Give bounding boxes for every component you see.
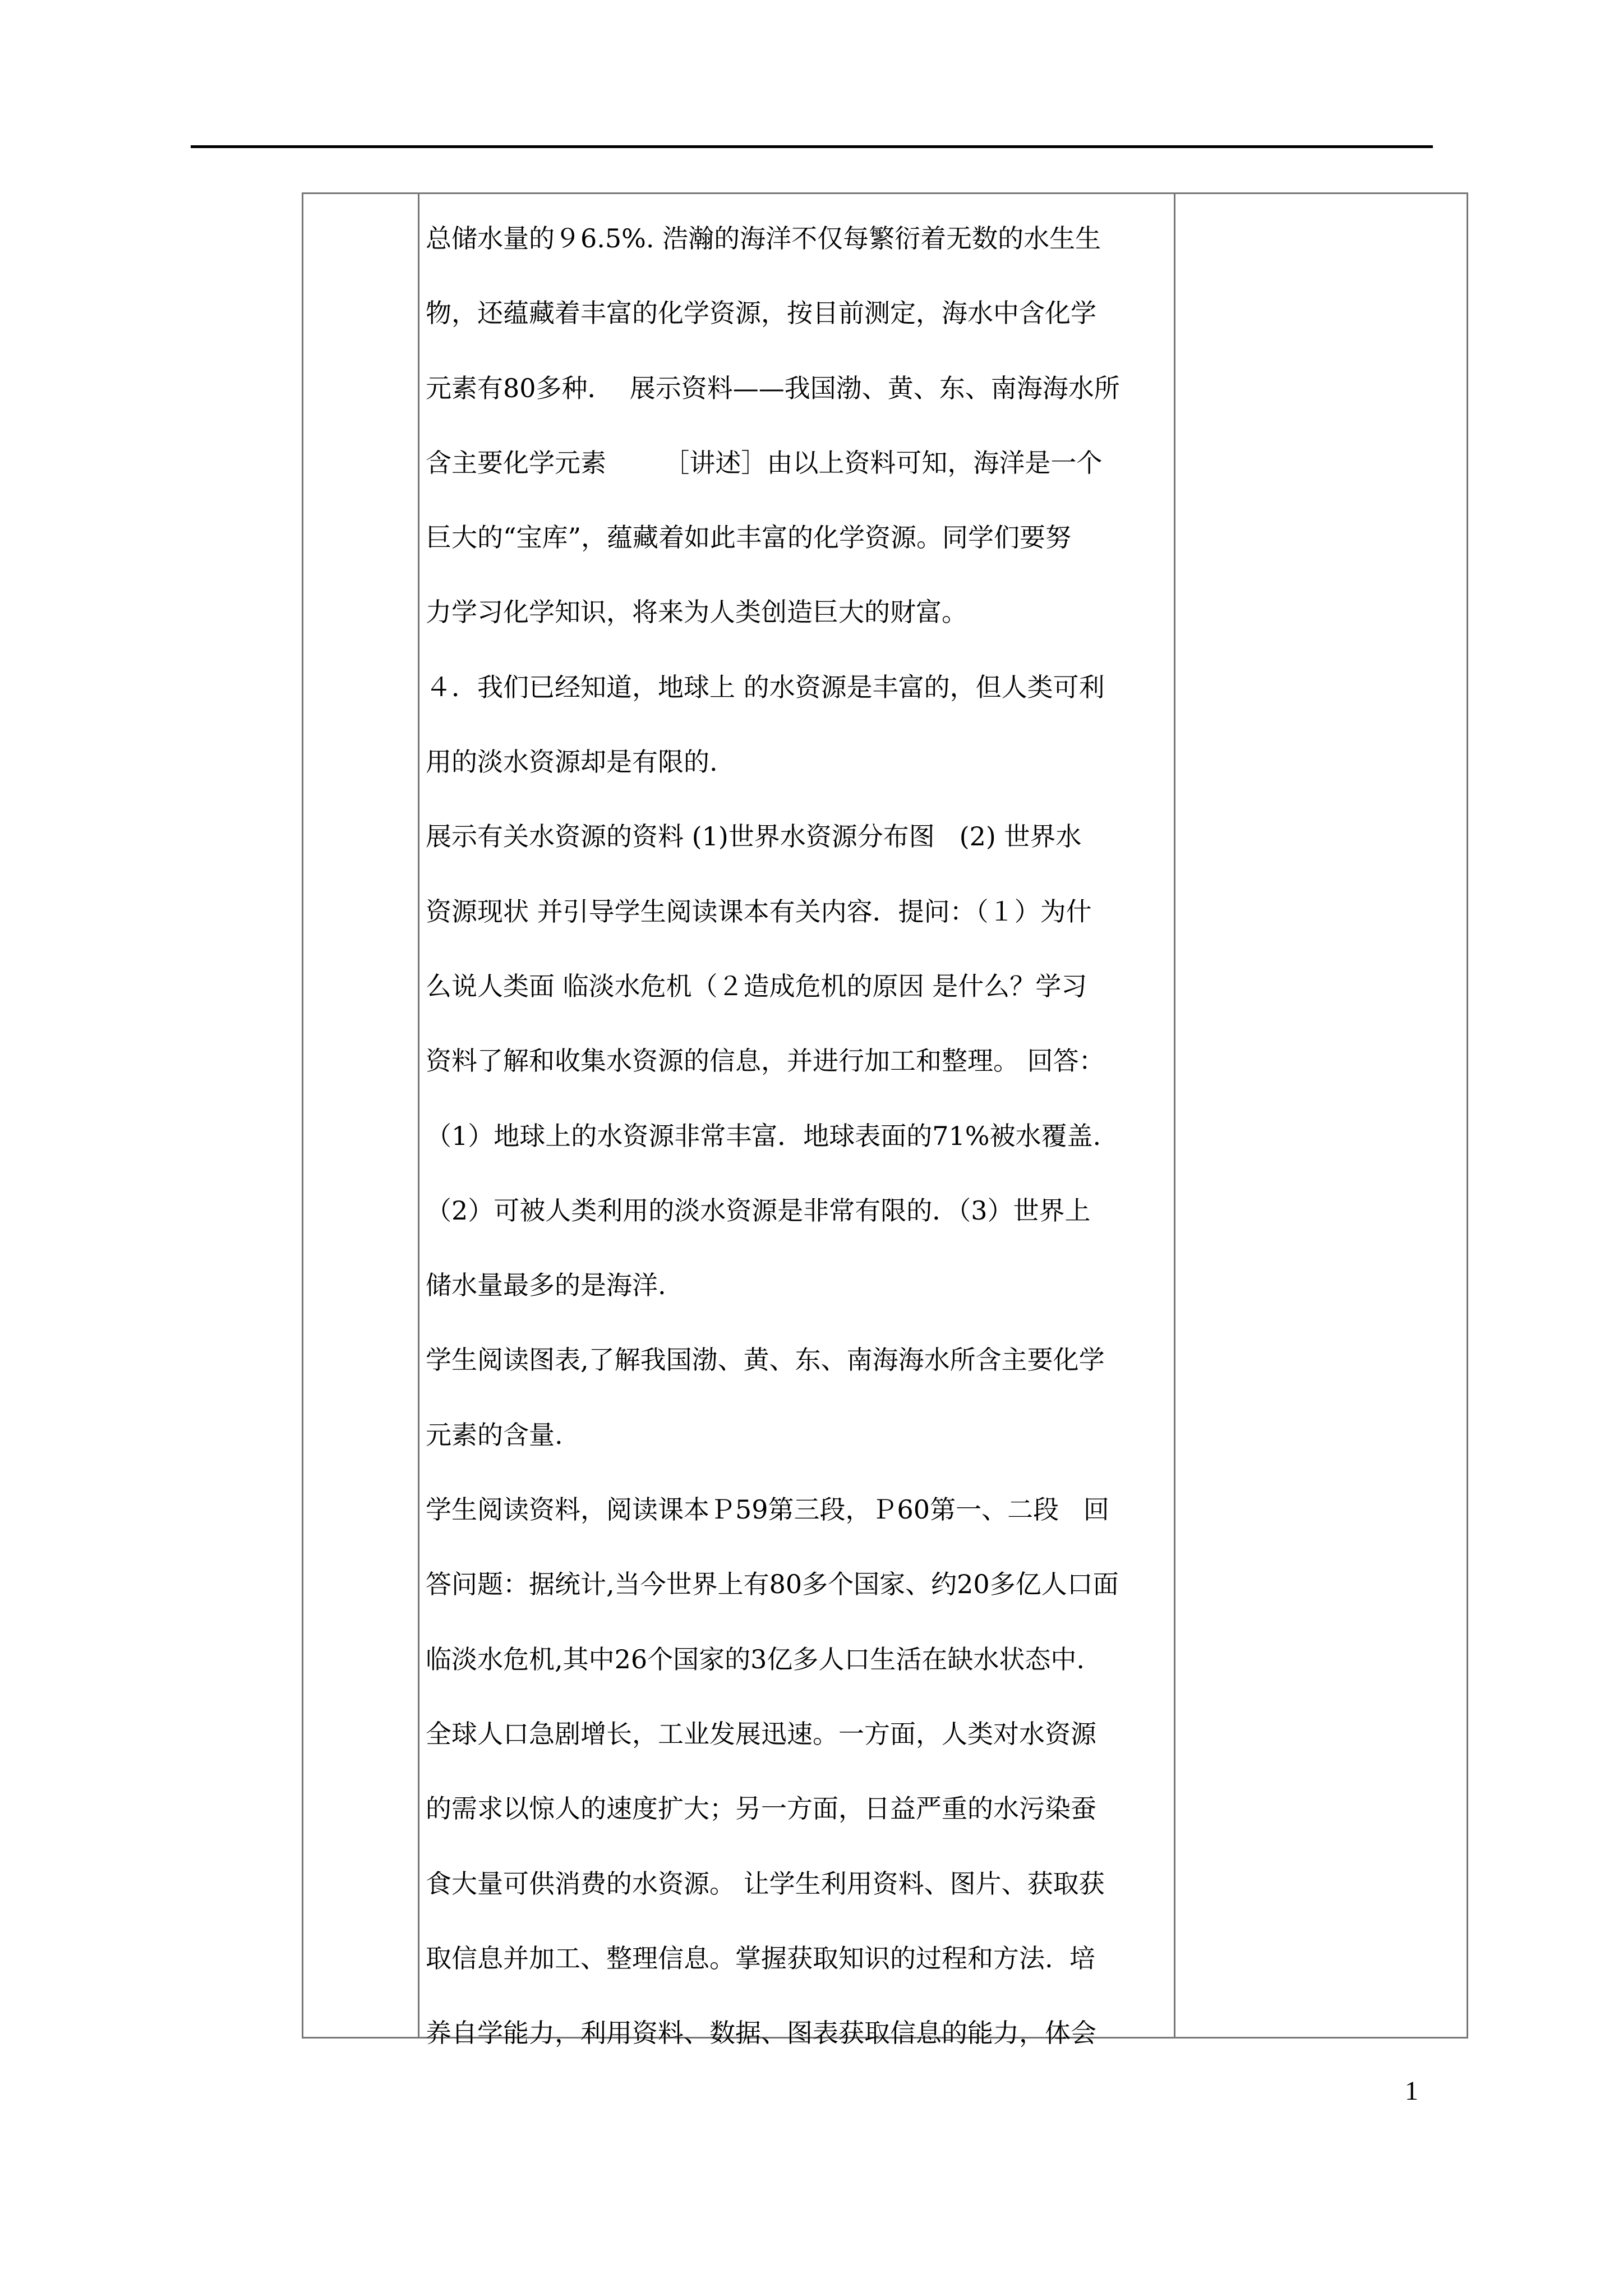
text-line: 力学习化学知识，将来为人类创造巨大的财富。 — [426, 597, 967, 628]
text-line: 取信息并加工、整理信息。掌握获取知识的过程和方法. 培 — [426, 1943, 1095, 1973]
text-line: 资源现状 并引导学生阅读课本有关内容．提问：（１）为什 — [426, 896, 1092, 927]
text-line: 用的淡水资源却是有限的. — [426, 747, 718, 777]
text-line: 的需求以惊人的速度扩大；另一方面，日益严重的水污染蚕 — [426, 1793, 1096, 1824]
column-divider-left — [418, 194, 419, 2037]
header-rule — [191, 145, 1433, 148]
text-line: 储水量最多的是海洋. — [426, 1270, 666, 1301]
text-line: 养自学能力，利用资料、数据、图表获取信息的能力，体会 — [426, 2018, 1096, 2049]
text-line: （2）可被人类利用的淡水资源是非常有限的．（3）世界上 — [426, 1195, 1091, 1226]
text-line: （1）地球上的水资源非常丰富．地球表面的71%被水覆盖. — [426, 1120, 1101, 1151]
text-line: 元素有80多种． 展示资料——我国渤、黄、东、南海海水所 — [426, 372, 1120, 403]
text-line: ４．我们已经知道，地球上 的水资源是丰富的，但人类可利 — [426, 671, 1105, 702]
text-line: 么说人类面 临淡水危机（２造成危机的原因 是什么？学习 — [426, 970, 1087, 1001]
text-line: 学生阅读图表,了解我国渤、黄、东、南海海水所含主要化学 — [426, 1345, 1105, 1375]
text-line: 展示有关水资源的资料 (1)世界水资源分布图 (2) 世界水 — [426, 821, 1082, 852]
page-number: 1 — [1405, 2076, 1418, 2106]
lesson-table — [302, 192, 1468, 2049]
text-line: 巨大的“宝库”，蕴藏着如此丰富的化学资源。同学们要努 — [426, 522, 1072, 553]
table-content-cell — [421, 201, 1179, 2070]
text-line: 资料了解和收集水资源的信息，并进行加工和整理。 回答： — [426, 1046, 1105, 1076]
text-line: 临淡水危机,其中26个国家的3亿多人口生活在缺水状态中. — [426, 1644, 1085, 1674]
text-line: 总储水量的９6.5%. 浩瀚的海洋不仅每繁衍着无数的水生生 — [426, 223, 1101, 254]
text-line: 食大量可供消费的水资源。 让学生利用资料、图片、获取获 — [426, 1868, 1105, 1899]
text-line: 全球人口急剧增长，工业发展迅速。一方面，人类对水资源 — [426, 1718, 1096, 1749]
text-line: 学生阅读资料，阅读课本Ｐ59第三段，Ｐ60第一、二段 回 — [426, 1494, 1109, 1525]
text-line: 元素的含量. — [426, 1419, 563, 1450]
text-line: 答问题：据统计,当今世界上有80多个国家、约20多亿人口面 — [426, 1569, 1119, 1600]
text-line: 含主要化学元素 ［讲述］由以上资料可知，海洋是一个 — [426, 447, 1103, 478]
text-line: 物，还蕴藏着丰富的化学资源，按目前测定，海水中含化学 — [426, 298, 1096, 329]
